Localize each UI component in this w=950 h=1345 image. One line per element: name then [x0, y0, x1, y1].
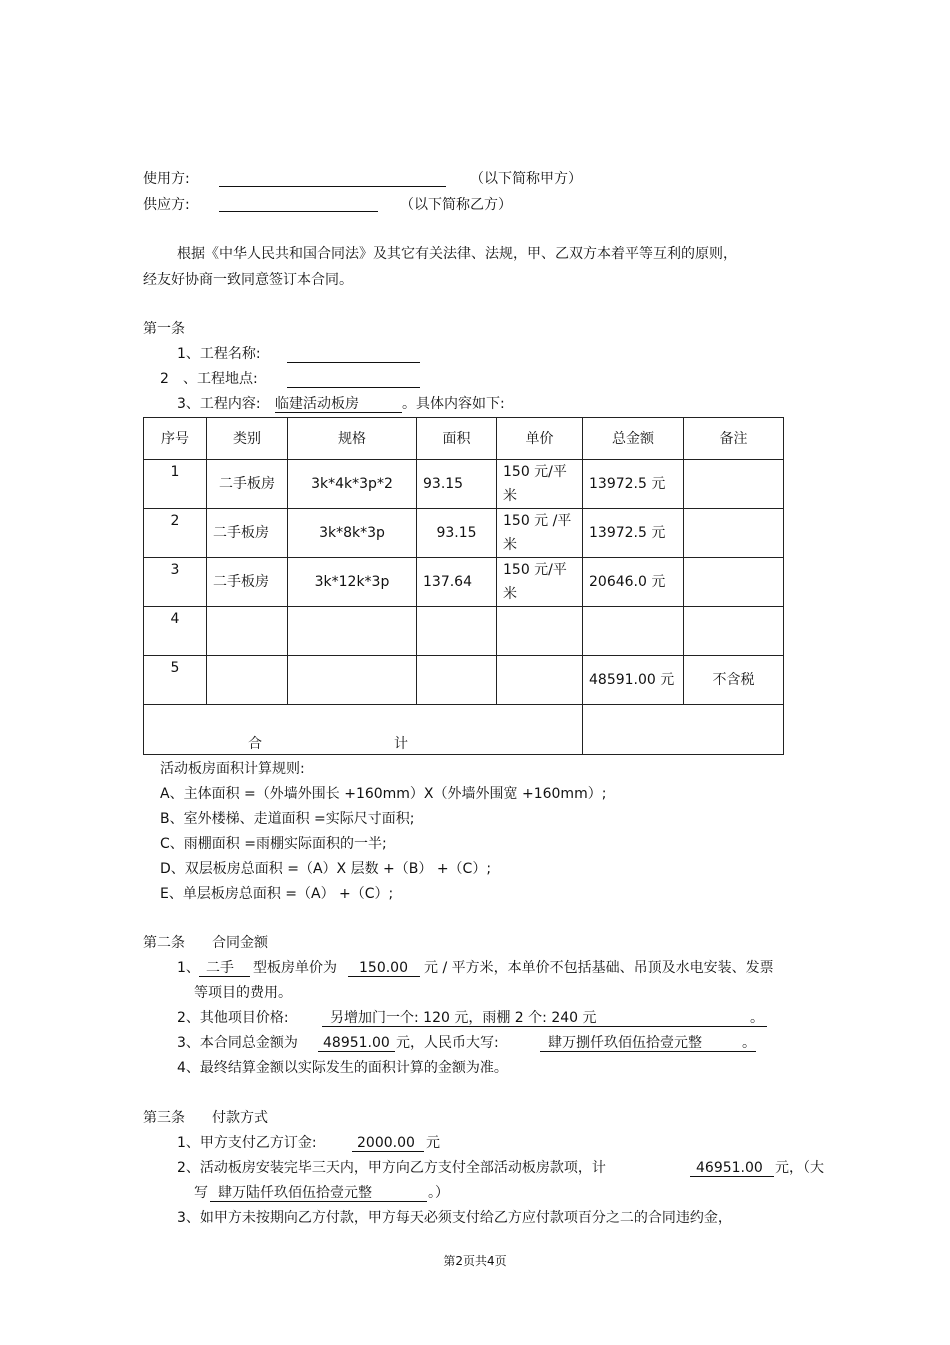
user-label: 使用方: — [143, 171, 190, 187]
article2-title: 第二条 — [143, 935, 185, 951]
cell-category — [207, 656, 288, 705]
project-content-label: 3、工程内容: — [177, 396, 261, 412]
a2-item2-end: 。 — [750, 1010, 764, 1026]
cell-area — [417, 607, 497, 656]
supplier-blank — [219, 211, 378, 212]
project-location-label: 、工程地点: — [183, 371, 258, 387]
cell-index: 4 — [144, 607, 207, 656]
cell-remark — [684, 509, 784, 558]
th-remark: 备注 — [684, 418, 784, 460]
cell-total: 48591.00 元 — [583, 656, 684, 705]
cell-category: 二手板房 — [207, 460, 288, 509]
a2-item1-num: 1、 — [177, 960, 200, 976]
total-char-1: 合 — [248, 736, 262, 752]
a2-item2-label: 2、其他项目价格: — [177, 1010, 289, 1026]
project-name-blank — [287, 362, 420, 363]
a2-item1-line2: 等项目的费用。 — [194, 985, 292, 1001]
a3-item2-upper: 肆万陆仟玖佰伍拾壹元整 — [218, 1185, 372, 1201]
a2-item3-amount: 48951.00 — [323, 1035, 390, 1051]
rule-c: C、雨棚面积 =雨棚实际面积的一半; — [160, 836, 387, 852]
cell-index: 2 — [144, 509, 207, 558]
article2-subtitle: 合同金额 — [212, 935, 268, 951]
user-blank — [219, 186, 446, 187]
cell-spec — [288, 607, 417, 656]
total-value-cell — [583, 705, 784, 755]
cell-index: 1 — [144, 460, 207, 509]
cell-category — [207, 607, 288, 656]
article3-subtitle: 付款方式 — [212, 1110, 268, 1126]
a2-item1-mid: 型板房单价为 — [253, 960, 337, 976]
table-row — [144, 509, 784, 558]
price-table — [143, 417, 784, 755]
cell-unit-price: 150 元 /平米 — [497, 509, 583, 558]
a3-item2-amount-underline — [690, 1176, 774, 1177]
rule-e: E、单层板房总面积 =（A） +（C）; — [160, 886, 394, 902]
cell-area: 137.64 — [417, 558, 497, 607]
cell-total: 13972.5 元 — [583, 509, 684, 558]
supplier-label: 供应方: — [143, 197, 190, 213]
a2-item1-tail: 元 / 平方米，本单价不包括基础、吊顶及水电安装、发票 — [424, 960, 774, 976]
a3-item1-amount: 2000.00 — [357, 1135, 415, 1151]
rule-a: A、主体面积 =（外墙外围长 +160mm）X（外墙外围宽 +160mm）; — [160, 786, 607, 802]
cell-spec: 3k*8k*3p — [288, 509, 417, 558]
th-unit-price: 单价 — [497, 418, 583, 460]
a3-item1-underline — [352, 1151, 424, 1152]
cell-remark: 不含税 — [684, 656, 784, 705]
a3-item2-upper-underline — [210, 1201, 427, 1202]
a2-item3-upper-underline — [540, 1051, 756, 1052]
cell-category: 二手板房 — [207, 558, 288, 607]
total-label-cell — [144, 705, 583, 755]
cell-unit-price: 150 元/平米 — [497, 558, 583, 607]
project-name-label: 1、工程名称: — [177, 346, 261, 362]
a3-item1-label: 1、甲方支付乙方订金: — [177, 1135, 317, 1151]
cell-area — [417, 656, 497, 705]
table-row — [144, 607, 784, 656]
cell-remark — [684, 607, 784, 656]
a3-item2-amount: 46951.00 — [696, 1160, 763, 1176]
a2-item3-amount-underline — [318, 1051, 395, 1052]
cell-remark — [684, 558, 784, 607]
table-row — [144, 460, 784, 509]
project-content-underline — [275, 412, 402, 413]
a2-item1-price-underline — [348, 976, 420, 977]
project-content-value: 临建活动板房 — [275, 396, 359, 412]
cell-unit-price — [497, 656, 583, 705]
cell-index: 3 — [144, 558, 207, 607]
cell-remark — [684, 460, 784, 509]
cell-unit-price: 150 元/平米 — [497, 460, 583, 509]
th-index: 序号 — [144, 418, 207, 460]
cell-spec — [288, 656, 417, 705]
cell-index: 5 — [144, 656, 207, 705]
a3-item2-end: 。） — [428, 1185, 449, 1201]
cell-area: 93.15 — [417, 460, 497, 509]
table-row — [144, 558, 784, 607]
cell-total — [583, 607, 684, 656]
th-category: 类别 — [207, 418, 288, 460]
a2-item1-type: 二手 — [206, 960, 234, 976]
cell-unit-price — [497, 607, 583, 656]
article1-title: 第一条 — [143, 321, 185, 337]
a3-item3: 3、如甲方未按期向乙方付款，甲方每天必须支付给乙方应付款项百分之二的合同违约金， — [177, 1210, 732, 1226]
total-char-2: 计 — [394, 736, 408, 752]
intro-line-2: 经友好协商一致同意签订本合同。 — [143, 272, 353, 288]
table-total-row — [144, 705, 784, 755]
cell-total: 13972.5 元 — [583, 460, 684, 509]
a2-item3-end: 。 — [742, 1035, 756, 1051]
a2-item3-upper: 肆万捌仟玖佰伍拾壹元整 — [548, 1035, 702, 1051]
project-location-blank — [287, 387, 420, 388]
a2-item2-value: 另增加门一个: 120 元，雨棚 2 个: 240 元 — [330, 1010, 597, 1026]
a3-item2-text: 2、活动板房安装完毕三天内，甲方向乙方支付全部活动板房款项，计 — [177, 1160, 606, 1176]
rule-b: B、室外楼梯、走道面积 =实际尺寸面积; — [160, 811, 415, 827]
a3-item1-unit: 元 — [426, 1135, 440, 1151]
a2-item1-price: 150.00 — [359, 960, 408, 976]
a3-item2-tail: 元，（大 — [775, 1160, 824, 1176]
table-row — [144, 656, 784, 705]
project-location-num: 2 — [160, 371, 169, 387]
cell-spec: 3k*12k*3p — [288, 558, 417, 607]
a2-item3-mid: 元，人民币大写: — [396, 1035, 499, 1051]
a2-item1-type-underline — [199, 976, 250, 977]
a3-item2-line2-pre: 写 — [194, 1185, 208, 1201]
a2-item4: 4、最终结算金额以实际发生的面积计算的金额为准。 — [177, 1060, 508, 1076]
table-header-row — [144, 418, 784, 460]
user-note: （以下简称甲方） — [470, 171, 582, 187]
th-spec: 规格 — [288, 418, 417, 460]
a2-item2-underline — [322, 1026, 767, 1027]
cell-area: 93.15 — [417, 509, 497, 558]
a2-item3-label: 3、本合同总金额为 — [177, 1035, 298, 1051]
cell-spec: 3k*4k*3p*2 — [288, 460, 417, 509]
project-content-tail: 。具体内容如下: — [402, 396, 505, 412]
cell-category: 二手板房 — [207, 509, 288, 558]
supplier-note: （以下简称乙方） — [400, 197, 512, 213]
cell-total: 20646.0 元 — [583, 558, 684, 607]
th-area: 面积 — [417, 418, 497, 460]
article3-title: 第三条 — [143, 1110, 185, 1126]
rule-d: D、双层板房总面积 =（A）X 层数 +（B） +（C）; — [160, 861, 492, 877]
intro-line-1: 根据《中华人民共和国合同法》及其它有关法律、法规，甲、乙双方本着平等互利的原则， — [177, 246, 737, 262]
rules-title: 活动板房面积计算规则: — [160, 761, 305, 777]
th-total: 总金额 — [583, 418, 684, 460]
page-number: 第2页共4页 — [443, 1254, 507, 1268]
